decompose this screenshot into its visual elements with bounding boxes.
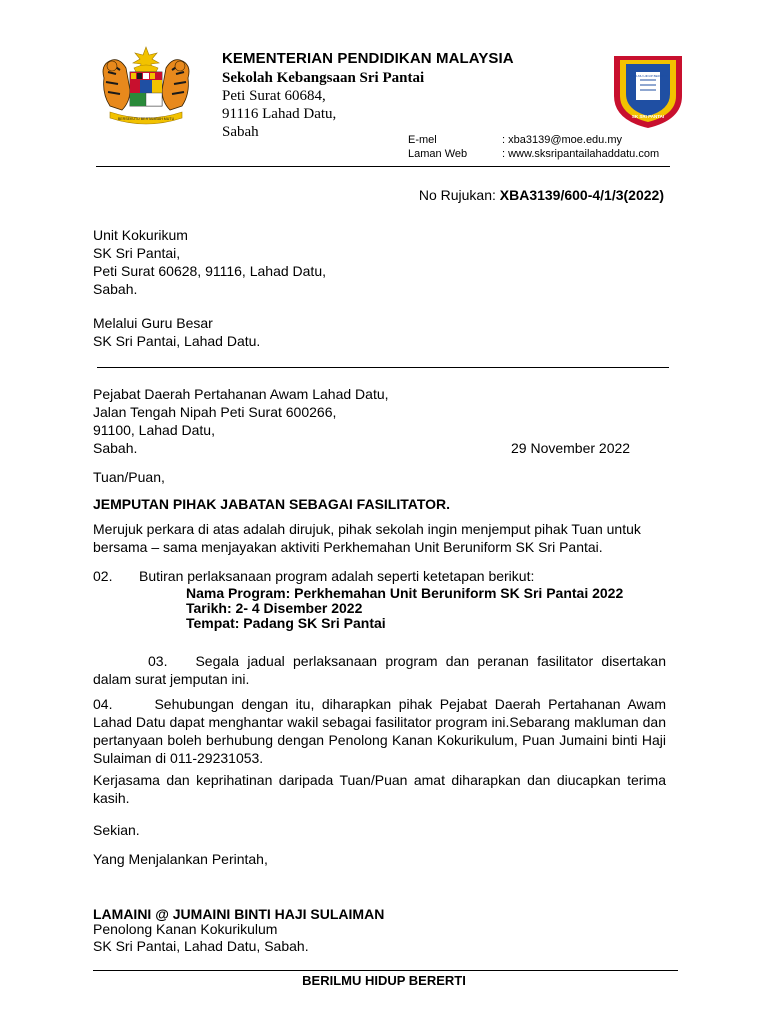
paragraph-4-text: Sehubungan dengan itu, diharapkan pihak Pejabat Daerah Pertahanan Awam Lahad Datu dapat menghantar wakil sebagai fasilitator program ini.Sebarang makluman dan pertanyaan boleh berhubung dengan Penolong Kanan Kokurikulum, Puan Jumaini binti Haji Sulaiman di 011-29231053. bbox=[93, 696, 666, 766]
recipient-line-4: Sabah. bbox=[93, 440, 138, 456]
paragraph-1: Merujuk perkara di atas adalah dirujuk, pihak sekolah ingin menjemput pihak Tuan untuk bersama – sama menjayakan aktiviti Perkhemahan Unit Beruniform SK Sri Pantai. bbox=[93, 521, 641, 555]
header-divider bbox=[96, 166, 670, 167]
address-line-1: Peti Surat 60684, bbox=[222, 88, 326, 104]
detail-venue: Tempat: Padang SK Sri Pantai bbox=[186, 615, 386, 631]
sender-line-1: Unit Kokurikum bbox=[93, 227, 188, 243]
signatory-name: LAMAINI @ JUMAINI BINTI HAJI SULAIMAN bbox=[93, 906, 385, 922]
address-line-3: Sabah bbox=[222, 124, 259, 140]
email-value[interactable]: : xba3139@moe.edu.my bbox=[502, 134, 623, 146]
letter-subject: JEMPUTAN PIHAK JABATAN SEBAGAI FASILITATOR. bbox=[93, 496, 451, 512]
paragraph-4-number: 04. bbox=[93, 696, 113, 712]
detail-date: Tarikh: 2- 4 Disember 2022 bbox=[186, 600, 363, 616]
salutation: Tuan/Puan, bbox=[93, 469, 165, 485]
school-logo bbox=[606, 52, 690, 130]
recipient-line-3: 91100, Lahad Datu, bbox=[93, 422, 215, 438]
letter-date: 29 November 2022 bbox=[511, 440, 631, 456]
signatory-org: SK Sri Pantai, Lahad Datu, Sabah. bbox=[93, 938, 309, 954]
footer-divider bbox=[93, 970, 678, 971]
closing-sekian: Sekian. bbox=[93, 822, 140, 838]
recipient-line-2: Jalan Tengah Nipah Peti Surat 600266, bbox=[93, 404, 337, 420]
paragraph-3-number: 03. bbox=[148, 653, 168, 669]
paragraph-2-number: 02. bbox=[93, 568, 113, 584]
paragraph-2-text: Butiran perlaksanaan program adalah seperti ketetapan berikut: bbox=[139, 568, 535, 584]
sender-line-4: Sabah. bbox=[93, 281, 138, 297]
web-value[interactable]: : www.sksripantailahaddatu.com bbox=[502, 148, 660, 160]
sender-line-2: SK Sri Pantai, bbox=[93, 245, 181, 261]
reference-label: No Rujukan: bbox=[418, 187, 496, 203]
section-divider bbox=[97, 367, 669, 368]
logo-ring-text: SK SRI PANTAI bbox=[631, 114, 665, 119]
footer-motto: BERILMU HIDUP BERERTI bbox=[302, 973, 466, 988]
email-label: E-mel bbox=[408, 134, 437, 146]
paragraph-5: Kerjasama dan keprihatinan daripada Tuan/Puan amat diharapkan dan diucapkan terima kasih. bbox=[93, 772, 666, 806]
logo-inner-text: BERILMU HIDUP BERERTI bbox=[629, 74, 667, 78]
school-name: Sekolah Kebangsaan Sri Pantai bbox=[222, 70, 425, 86]
detail-program-name: Nama Program: Perkhemahan Unit Beruniform SK Sri Pantai 2022 bbox=[186, 585, 624, 601]
crest-motto: BERSEKUTU BERTAMBAH MUTU bbox=[117, 117, 175, 121]
reference-number: XBA3139/600-4/1/3(2022) bbox=[499, 187, 664, 203]
via-line-2: SK Sri Pantai, Lahad Datu. bbox=[93, 333, 261, 349]
paragraph-4 bbox=[93, 695, 666, 767]
reference-line bbox=[419, 186, 664, 204]
web-label: Laman Web bbox=[408, 148, 468, 160]
paragraph-3-text: Segala jadual perlaksanaan program dan peranan fasilitator disertakan dalam surat jemputan ini. bbox=[93, 653, 666, 687]
signatory-title: Penolong Kanan Kokurikulum bbox=[93, 921, 278, 937]
closing-perintah: Yang Menjalankan Perintah, bbox=[93, 851, 268, 867]
paragraph-3 bbox=[93, 652, 666, 688]
ministry-name: KEMENTERIAN PENDIDIKAN MALAYSIA bbox=[222, 50, 514, 67]
via-line-1: Melalui Guru Besar bbox=[93, 315, 213, 331]
recipient-line-1: Pejabat Daerah Pertahanan Awam Lahad Datu, bbox=[93, 386, 389, 402]
address-line-2: 91116 Lahad Datu, bbox=[222, 106, 337, 122]
sender-line-3: Peti Surat 60628, 91116, Lahad Datu, bbox=[93, 263, 326, 279]
coat-of-arms-logo bbox=[96, 44, 196, 128]
